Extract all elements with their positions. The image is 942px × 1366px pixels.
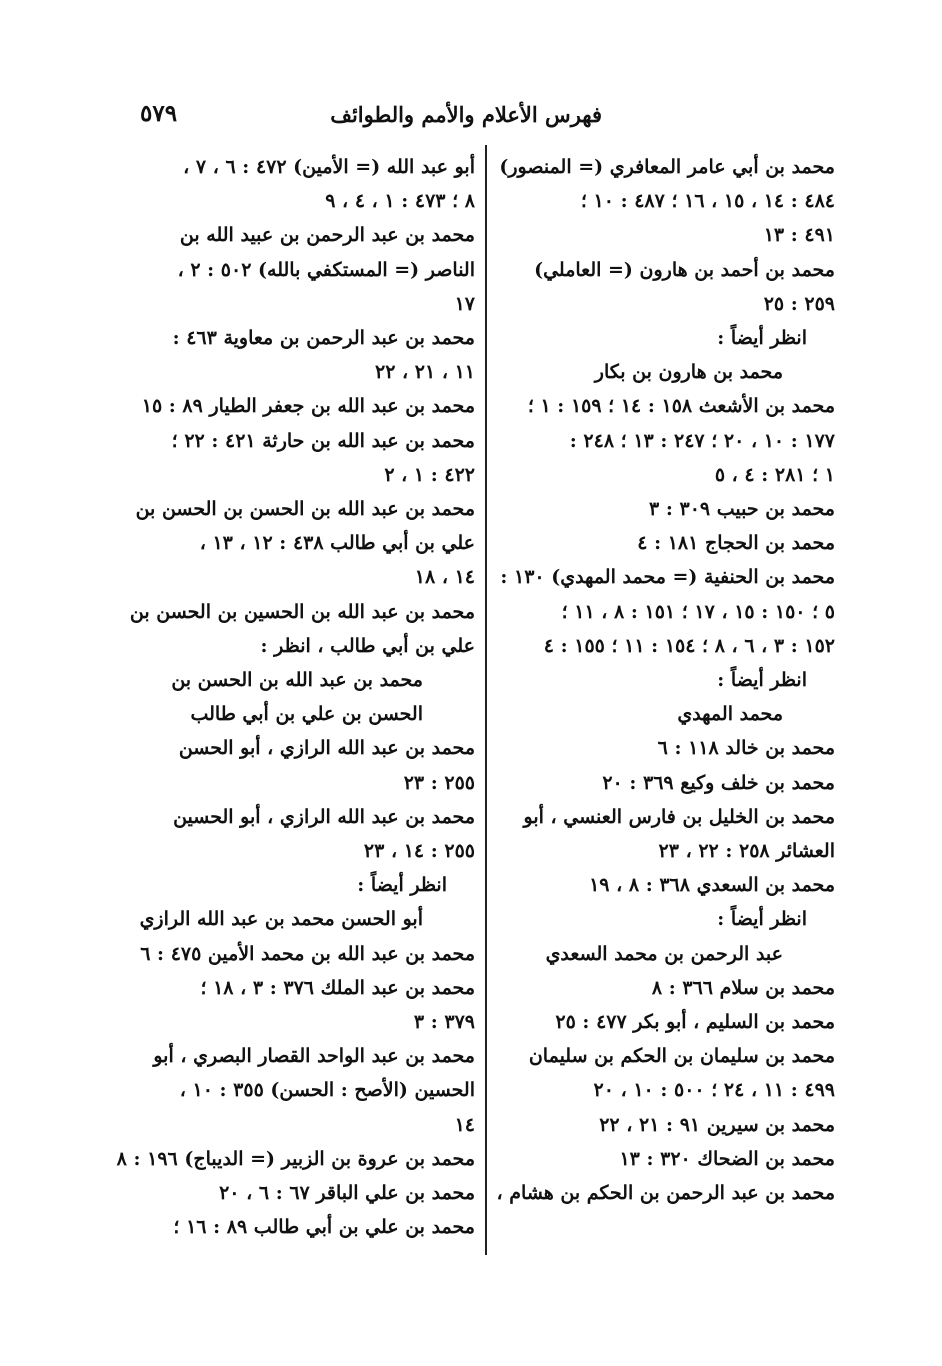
index-entry: [495, 868, 835, 902]
index-entry: [495, 389, 835, 492]
entry-line: ١٤ ، ١٨: [414, 566, 475, 589]
page-header: [140, 100, 602, 140]
entry-line: الحسين (الأصح : الحسن) ٣٥٥ : ١٠ ،: [179, 1079, 475, 1102]
entry-line: محمد بن عبد الله بن الحسن بن الحسن بن: [135, 498, 475, 521]
entry-line: محمد المهدي: [677, 703, 783, 726]
index-entry: [495, 731, 835, 765]
index-entry: [495, 560, 835, 663]
index-entry: [495, 1142, 835, 1176]
index-column-left: [116, 150, 475, 1245]
entry-line: أبو عبد الله (= الأمين) ٤٧٢ : ٦ ، ٧ ،: [183, 156, 475, 178]
entry-line: محمد بن عبد الواحد القصار البصري ، أبو: [153, 1045, 475, 1068]
entry-line: علي بن أبي طالب ، انظر :: [260, 634, 475, 657]
entry-line: محمد بن عبد الله بن الحسن بن: [171, 669, 423, 692]
entry-line: محمد بن الحجاج ١٨١ : ٤: [637, 532, 835, 555]
cross-reference: [495, 355, 835, 389]
index-entry: [140, 937, 475, 971]
entry-line: ١١ ، ٢١ ، ٢٢: [374, 361, 475, 384]
entry-line: محمد بن الضحاك ٣٢٠ : ١٣: [619, 1147, 835, 1170]
entry-line: محمد بن خالد ١١٨ : ٦: [657, 737, 835, 760]
entry-line: محمد بن عبد الله الرازي ، أبو الحسين: [173, 805, 475, 828]
entry-line: محمد بن سلام ٣٦٦ : ٨: [651, 976, 835, 999]
index-entry: [140, 424, 475, 492]
entry-line: أبو الحسن محمد بن عبد الله الرازي: [139, 908, 423, 931]
index-entry: [495, 150, 835, 253]
index-column-right: [495, 150, 835, 1210]
entry-line: ٢٥٥ : ١٤ ، ٢٣: [363, 840, 475, 863]
index-entry: [140, 218, 475, 321]
see-also-label: [495, 663, 835, 697]
index-entry: [140, 731, 475, 799]
index-entry: [140, 1176, 475, 1210]
index-entry: [116, 1142, 475, 1176]
entry-line: ١٤: [454, 1113, 475, 1136]
entry-line: ٤٩٩ : ١١ ، ٢٤ ؛ ٥٠٠ : ١٠ ، ٢٠: [593, 1079, 835, 1102]
entry-line: ١ ؛ ٢٨١ : ٤ ، ٥: [714, 463, 835, 486]
entry-line: ٥ ؛ ١٥٠ : ١٥ ، ١٧ ؛ ١٥١ : ٨ ، ١١ ؛: [561, 600, 835, 623]
index-entry: [495, 1039, 835, 1107]
index-entry: [140, 971, 475, 1039]
entry-line: محمد بن عبد الله بن الحسين بن الحسن بن: [129, 600, 475, 623]
entry-line: ٤٩١ : ١٣: [763, 224, 835, 247]
entry-line: محمد بن عروة بن الزبير (= الديباج) ١٩٦ : ٨: [116, 1147, 475, 1170]
entry-line: محمد بن عبد الملك ٣٧٦ : ٣ ، ١٨ ؛: [200, 976, 475, 999]
entry-line: محمد بن عبد الرحمن بن عبيد الله بن: [179, 224, 475, 247]
cross-reference: [495, 697, 835, 731]
entry-line: الحسن بن علي بن أبي طالب: [190, 703, 423, 726]
column-divider: [485, 145, 487, 1255]
entry-line: محمد بن هارون بن بكار: [594, 361, 783, 384]
index-entry: [129, 595, 475, 663]
entry-line: محمد بن الأشعث ١٥٨ : ١٤ ؛ ١٥٩ : ١ ؛: [527, 395, 835, 418]
see-also-label: [140, 868, 475, 902]
entry-line: ١٧٧ : ١٠ ، ٢٠ ؛ ٢٤٧ : ١٣ ؛ ٢٤٨ :: [569, 429, 835, 452]
entry-line: محمد بن أحمد بن هارون (= العاملي): [534, 258, 835, 281]
entry-line: محمد بن عبد الرحمن بن معاوية ٤٦٣ :: [172, 327, 475, 350]
entry-line: محمد بن أبي عامر المعافري (= المنصور): [499, 156, 835, 178]
entry-line: ٢٥٩ : ٢٥: [763, 292, 835, 315]
entry-line: محمد بن عبد الله الرازي ، أبو الحسن: [178, 737, 475, 760]
entry-line: ٤٨٤ : ١٤ ، ١٥ ، ١٦ ؛ ٤٨٧ : ١٠ ؛: [580, 190, 835, 213]
cross-reference: [140, 663, 475, 731]
index-entry: [140, 389, 475, 423]
entry-line: محمد بن سليمان بن الحكم بن سليمان: [528, 1045, 835, 1068]
index-entry: [140, 321, 475, 389]
page-number: ٥٧٩: [140, 100, 178, 127]
index-entry: [140, 1210, 475, 1244]
entry-line: محمد بن خلف وكيع ٣٦٩ : ٢٠: [602, 771, 835, 794]
entry-line: الناصر (= المستكفي بالله) ٥٠٢ : ٢ ،: [177, 258, 475, 281]
see-also-label: [495, 321, 835, 355]
entry-line: محمد بن الحنفية (= محمد المهدي) ١٣٠ :: [500, 566, 835, 589]
entry-line: انظر أيضاً :: [357, 874, 447, 897]
index-entry: [495, 1176, 835, 1210]
entry-line: عبد الرحمن بن محمد السعدي: [545, 942, 783, 965]
index-entry: [495, 253, 835, 321]
entry-line: محمد بن عبد الله بن جعفر الطيار ٨٩ : ١٥: [141, 395, 475, 418]
entry-line: محمد بن عبد الله بن حارثة ٤٢١ : ٢٢ ؛: [171, 429, 475, 452]
running-title: فهرس الأعلام والأمم والطوائف: [330, 102, 602, 127]
index-entry: [135, 492, 475, 595]
entry-line: ١٥٢ : ٣ ، ٦ ، ٨ ؛ ١٥٤ : ١١ ؛ ١٥٥ : ٤: [543, 634, 835, 657]
cross-reference: [495, 937, 835, 971]
index-entry: [495, 526, 835, 560]
entry-line: محمد بن السليم ، أبو بكر ٤٧٧ : ٢٥: [555, 1011, 835, 1034]
entry-line: ٢٥٥ : ٢٣: [403, 771, 475, 794]
index-entry: [495, 1108, 835, 1142]
entry-line: ٤٢٢ : ١ ، ٢: [384, 463, 475, 486]
cross-reference: [140, 902, 475, 936]
index-entry: [495, 766, 835, 800]
index-entry: [140, 1039, 475, 1142]
entry-line: علي بن أبي طالب ٤٣٨ : ١٢ ، ١٣ ،: [199, 532, 475, 555]
see-also-label: [495, 902, 835, 936]
index-entry: [495, 971, 835, 1005]
index-entry: [140, 800, 475, 868]
entry-line: محمد بن علي بن أبي طالب ٨٩ : ١٦ ؛: [173, 1216, 475, 1239]
entry-line: ٣٧٩ : ٣: [413, 1011, 475, 1034]
entry-line: محمد بن عبد الرحمن بن الحكم بن هشام ،: [496, 1182, 835, 1205]
index-entry: [495, 1005, 835, 1039]
entry-line: ٨ ؛ ٤٧٣ : ١ ، ٤ ، ٩: [325, 190, 475, 213]
index-entry: [495, 492, 835, 526]
entry-line: انظر أيضاً :: [717, 669, 807, 692]
entry-line: انظر أيضاً :: [717, 327, 807, 350]
index-entry: [140, 150, 475, 218]
entry-line: محمد بن حبيب ٣٠٩ : ٣: [649, 498, 835, 521]
entry-line: محمد بن عبد الله بن محمد الأمين ٤٧٥ : ٦: [140, 942, 475, 965]
entry-line: محمد بن سيرين ٩١ : ٢١ ، ٢٢: [599, 1113, 835, 1136]
entry-line: محمد بن علي الباقر ٦٧ : ٦ ، ٢٠: [219, 1182, 475, 1205]
entry-line: محمد بن السعدي ٣٦٨ : ٨ ، ١٩: [589, 874, 835, 897]
entry-line: العشائر ٢٥٨ : ٢٢ ، ٢٣: [658, 840, 835, 863]
index-entry: [495, 800, 835, 868]
entry-line: محمد بن الخليل بن فارس العنسي ، أبو: [523, 805, 835, 828]
entry-line: ١٧: [454, 292, 475, 315]
entry-line: انظر أيضاً :: [717, 908, 807, 931]
